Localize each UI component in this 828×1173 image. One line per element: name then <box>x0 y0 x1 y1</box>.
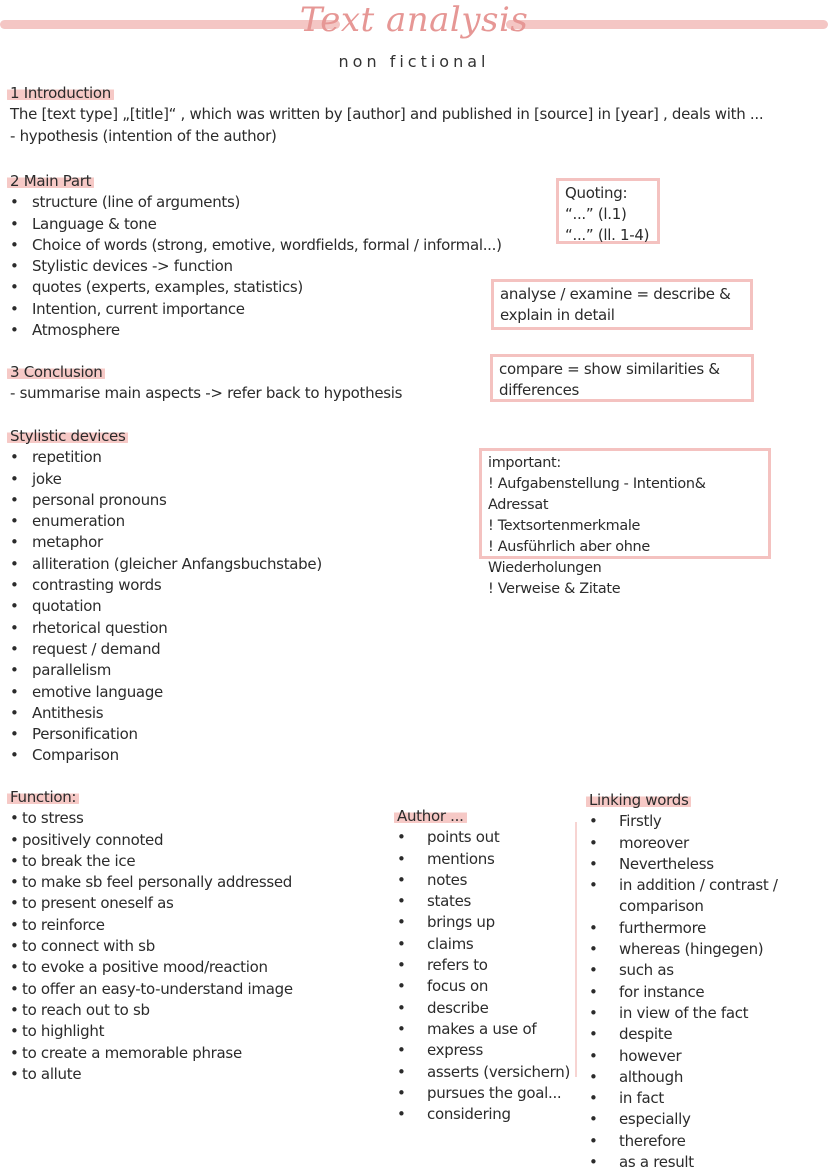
list-item: • alliteration (gleicher Anfangsbuchstabe) <box>10 554 322 575</box>
list-item: • quotation <box>10 596 322 617</box>
intro-line-1: The [text type] „[title]“ , which was written by [author] and published in [source] in [year] , deals with ... <box>10 105 764 124</box>
list-item: • moreover <box>589 833 778 854</box>
list-item: • contrasting words <box>10 575 322 596</box>
list-item: • claims <box>397 934 570 955</box>
author-heading: Author ... <box>394 807 467 825</box>
main-part-list <box>10 192 502 341</box>
main-part-heading: 2 Main Part <box>7 172 94 190</box>
list-item: • rhetorical question <box>10 618 322 639</box>
important-line: ! Textsortenmerkmale <box>488 518 641 534</box>
list-item: • Choice of words (strong, emotive, wordfields, formal / informal...) <box>10 235 502 256</box>
list-item: • asserts (versichern) <box>397 1062 570 1083</box>
linking-words-heading: Linking words <box>586 791 691 809</box>
list-item: • Language & tone <box>10 214 502 235</box>
main-part-section <box>10 171 502 341</box>
linking-words-list <box>589 811 778 1173</box>
list-item: • personal pronouns <box>10 490 322 511</box>
compare-line: differences <box>499 381 580 399</box>
list-item: • Firstly <box>589 811 778 832</box>
list-item: • points out <box>397 827 570 848</box>
list-item: • however <box>589 1046 778 1067</box>
page-subtitle: non fictional <box>338 52 490 71</box>
stylistic-devices-list <box>10 447 322 766</box>
list-item: • such as <box>589 960 778 981</box>
list-item: • despite <box>589 1024 778 1045</box>
list-item: • focus on <box>397 976 570 997</box>
important-line: ! Ausführlich aber ohne Wiederholungen <box>488 539 650 576</box>
list-item: • states <box>397 891 570 912</box>
list-item: • parallelism <box>10 660 322 681</box>
list-item: • request / demand <box>10 639 322 660</box>
list-item: • brings up <box>397 912 570 933</box>
stylistic-devices-section <box>10 426 322 767</box>
function-list <box>10 808 293 1085</box>
quoting-box <box>556 178 660 244</box>
list-item: • quotes (experts, examples, statistics) <box>10 277 502 298</box>
list-item-text: in addition / contrast / <box>619 876 778 895</box>
important-label: important: <box>488 455 561 471</box>
intro-section <box>10 83 763 147</box>
list-item: • Antithesis <box>10 703 322 724</box>
list-item: • positively connoted <box>10 830 293 851</box>
list-item-continuation: comparison <box>619 897 704 916</box>
list-item: • therefore <box>589 1131 778 1152</box>
list-item: • to stress <box>10 808 293 829</box>
important-box <box>479 448 771 597</box>
quoting-line: “...” (ll. 1-4) <box>565 226 650 244</box>
list-item: • refers to <box>397 955 570 976</box>
list-item: • to reinforce <box>10 915 293 936</box>
list-item: • to highlight <box>10 1021 293 1042</box>
list-item: • emotive language <box>10 682 322 703</box>
important-line: ! Aufgabenstellung - Intention& Adressat <box>488 476 706 513</box>
list-item: • mentions <box>397 849 570 870</box>
analyse-box <box>491 279 753 330</box>
intro-heading: 1 Introduction <box>7 84 114 102</box>
quoting-line: “...” (l.1) <box>565 205 627 223</box>
author-section <box>397 806 570 1125</box>
list-item: • notes <box>397 870 570 891</box>
list-item: • Personification <box>10 724 322 745</box>
analyse-line: explain in detail <box>500 306 615 324</box>
list-item: • Atmosphere <box>10 320 502 341</box>
function-section <box>10 787 293 1085</box>
linking-words-section <box>589 790 778 1173</box>
list-item: • pursues the goal... <box>397 1083 570 1104</box>
list-item: • especially <box>589 1109 778 1130</box>
conclusion-line: - summarise main aspects -> refer back to hypothesis <box>10 384 403 403</box>
list-item: • Nevertheless <box>589 854 778 875</box>
function-heading: Function: <box>7 788 79 806</box>
page-title: Text analysis <box>299 0 529 40</box>
list-item: • furthermore <box>589 918 778 939</box>
conclusion-heading: 3 Conclusion <box>7 363 105 381</box>
list-item: • makes a use of <box>397 1019 570 1040</box>
list-item: • to offer an easy-to-understand image <box>10 979 293 1000</box>
list-item: • although <box>589 1067 778 1088</box>
list-item <box>589 875 778 918</box>
list-item: • structure (line of arguments) <box>10 192 502 213</box>
compare-line: compare = show similarities & <box>499 360 720 378</box>
list-item: • express <box>397 1040 570 1061</box>
list-item: • to allute <box>10 1064 293 1085</box>
list-item: • as a result <box>589 1152 778 1173</box>
author-list <box>397 827 570 1125</box>
list-item: • whereas (hingegen) <box>589 939 778 960</box>
list-item: • to connect with sb <box>10 936 293 957</box>
list-item: • to break the ice <box>10 851 293 872</box>
analyse-line: analyse / examine = describe & <box>500 285 731 303</box>
intro-line-2: - hypothesis (intention of the author) <box>10 126 277 145</box>
quoting-label: Quoting: <box>565 184 628 202</box>
column-divider <box>575 822 577 1077</box>
list-item: • Intention, current importance <box>10 299 502 320</box>
list-item: • for instance <box>589 982 778 1003</box>
list-item: • to create a memorable phrase <box>10 1043 293 1064</box>
list-item: • to evoke a positive mood/reaction <box>10 957 293 978</box>
list-item: • metaphor <box>10 532 322 553</box>
list-item: • to make sb feel personally addressed <box>10 872 293 893</box>
stylistic-devices-heading: Stylistic devices <box>7 427 128 445</box>
list-item: • joke <box>10 469 322 490</box>
list-item: • enumeration <box>10 511 322 532</box>
list-item: • describe <box>397 998 570 1019</box>
list-item: • in fact <box>589 1088 778 1109</box>
list-item: • Stylistic devices -> function <box>10 256 502 277</box>
list-item: • in view of the fact <box>589 1003 778 1024</box>
important-line: ! Verweise & Zitate <box>488 581 621 597</box>
list-item: • to present oneself as <box>10 893 293 914</box>
list-item: • repetition <box>10 447 322 468</box>
list-item: • considering <box>397 1104 570 1125</box>
list-item: • Comparison <box>10 745 322 766</box>
compare-box <box>490 354 754 402</box>
conclusion-section <box>10 362 402 405</box>
list-item: • to reach out to sb <box>10 1000 293 1021</box>
